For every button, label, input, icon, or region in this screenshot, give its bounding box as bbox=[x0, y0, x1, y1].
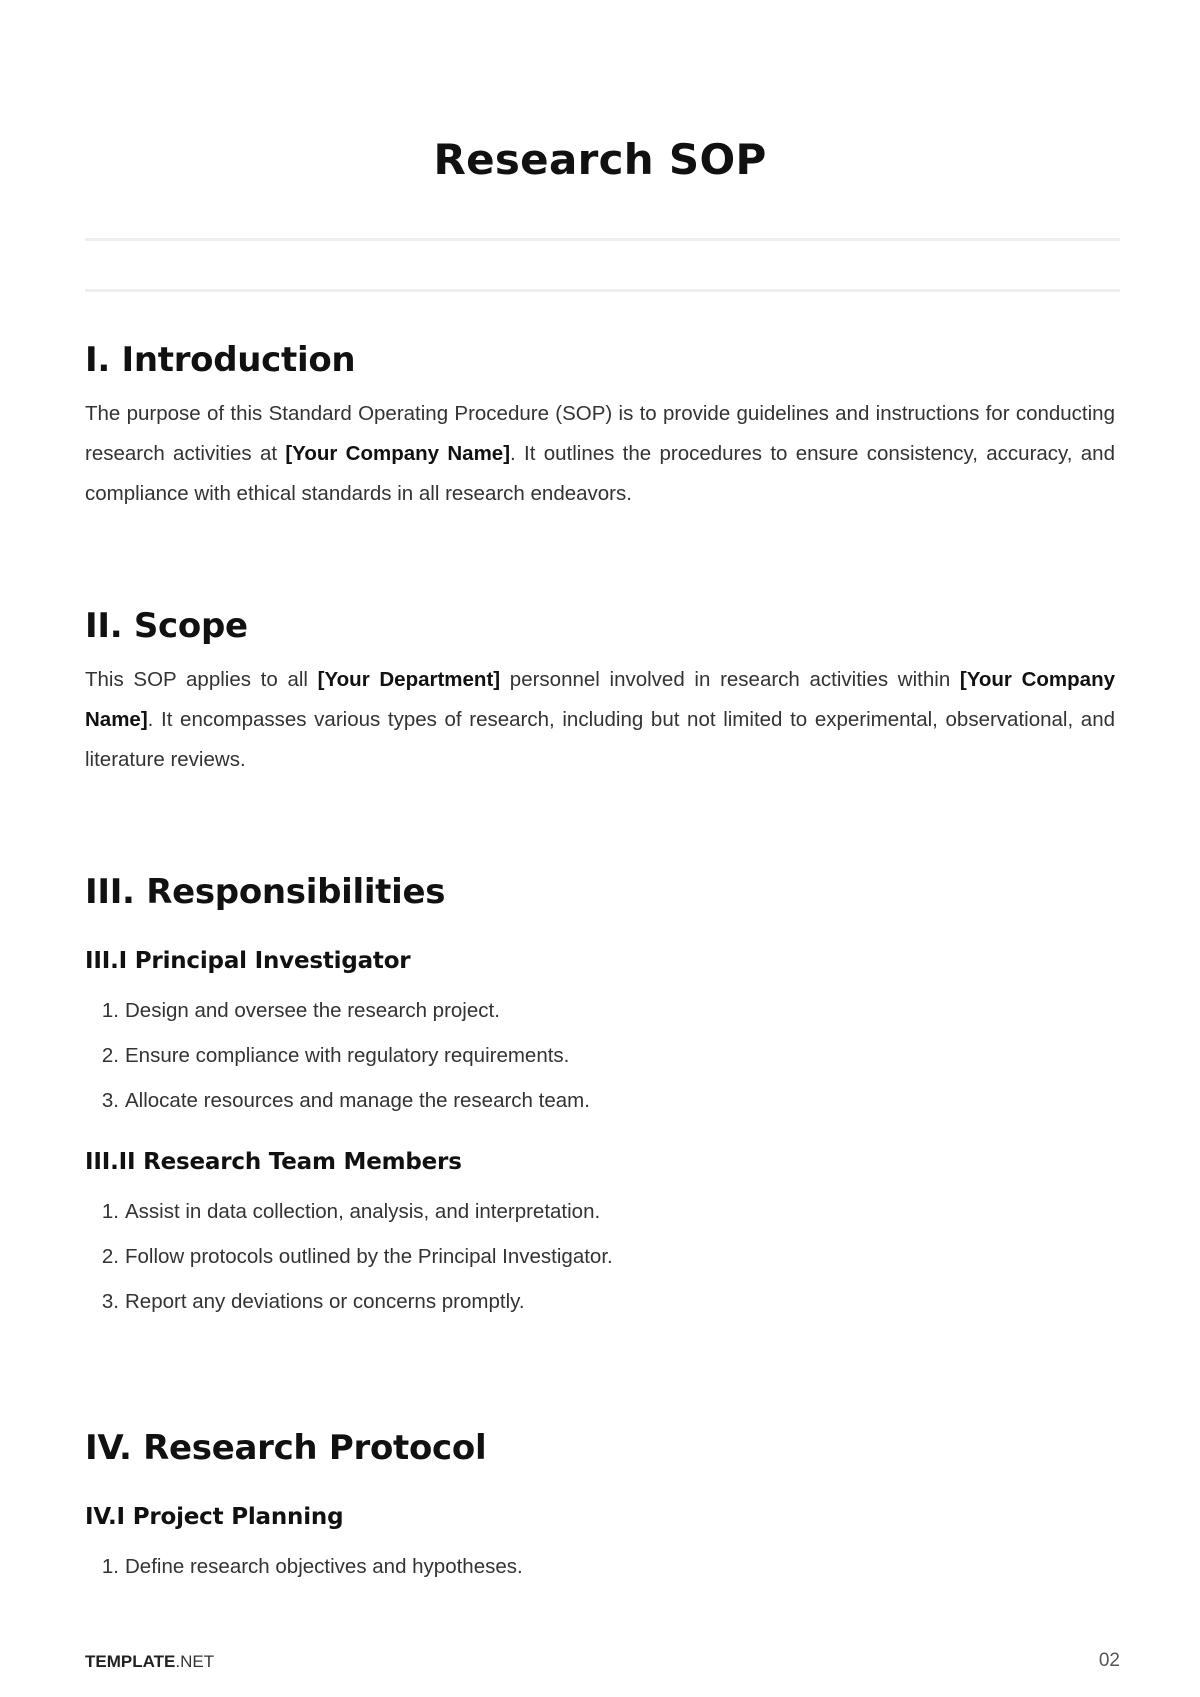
section-research-protocol bbox=[85, 1428, 1115, 1582]
placeholder-company-name: [Your Company Name] bbox=[85, 668, 1115, 731]
document-body bbox=[85, 340, 1115, 1597]
brand-logo: TEMPLATE.NET bbox=[85, 1652, 215, 1671]
section-heading: II. Scope bbox=[85, 606, 248, 646]
divider-bottom bbox=[85, 289, 1120, 292]
text-run: The purpose of this Standard Operating Procedure (SOP) is to provide guidelines and instructions for conducting research activities at bbox=[85, 402, 1115, 465]
list-item: 2. Ensure compliance with regulatory requirements. bbox=[101, 1044, 570, 1067]
list-item: 3. Allocate resources and manage the research team. bbox=[101, 1089, 590, 1112]
section-paragraph bbox=[85, 660, 1115, 780]
section-scope bbox=[85, 606, 1115, 780]
list-item: 1. Define research objectives and hypotheses. bbox=[101, 1555, 523, 1578]
placeholder-company-name: [Your Company Name] bbox=[285, 442, 511, 465]
document-title: Research SOP bbox=[433, 135, 767, 184]
divider-top bbox=[85, 238, 1120, 241]
placeholder-department: [Your Department] bbox=[317, 668, 501, 691]
numbered-list bbox=[85, 996, 1115, 1116]
list-item: 3. Report any deviations or concerns promptly. bbox=[101, 1290, 525, 1313]
text-run: This SOP applies to all bbox=[85, 668, 318, 691]
section-heading: III. Responsibilities bbox=[85, 872, 446, 912]
section-paragraph bbox=[85, 394, 1115, 514]
numbered-list bbox=[85, 1552, 1115, 1582]
text-run: . It outlines the procedures to ensure consistency, accuracy, and compliance with ethical standards in all research endeavors. bbox=[85, 442, 1115, 505]
numbered-list bbox=[85, 1197, 1115, 1317]
section-heading: I. Introduction bbox=[85, 340, 356, 380]
list-item: 1. Design and oversee the research project. bbox=[101, 999, 500, 1022]
section-heading: IV. Research Protocol bbox=[85, 1428, 487, 1468]
list-item: 2. Follow protocols outlined by the Principal Investigator. bbox=[101, 1245, 613, 1268]
text-run: personnel involved in research activities within bbox=[500, 668, 960, 691]
list-item: 1. Assist in data collection, analysis, and interpretation. bbox=[101, 1200, 601, 1223]
section-responsibilities bbox=[85, 872, 1115, 1317]
subsection-heading: III.II Research Team Members bbox=[85, 1149, 462, 1175]
page-number: 02 bbox=[1098, 1650, 1120, 1671]
subsection-heading: IV.I Project Planning bbox=[85, 1504, 344, 1530]
section-introduction bbox=[85, 340, 1115, 514]
text-run: . It encompasses various types of research, including but not limited to experimental, observational, and literature reviews. bbox=[85, 708, 1115, 771]
subsection-heading: III.I Principal Investigator bbox=[85, 948, 411, 974]
